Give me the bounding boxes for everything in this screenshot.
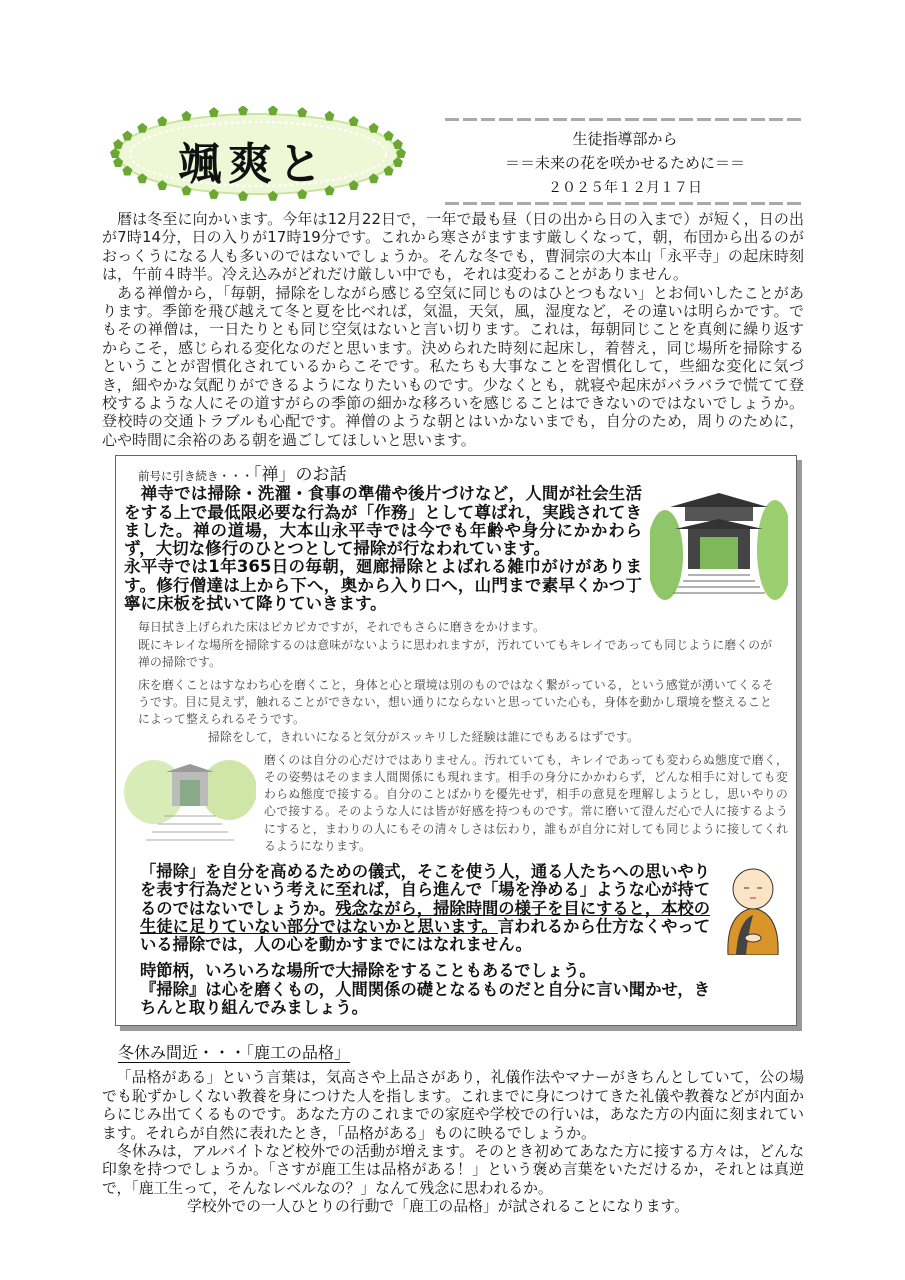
- box-title: [124, 460, 788, 485]
- header-department: 生徒指導部から: [572, 130, 678, 148]
- conclusion-paragraph: [140, 863, 710, 954]
- bold-paragraph: 禅寺では掃除・洗濯・食事の準備や後片づけなど，人間が社会生活をする上で最低限必要な行為が「作務」として尊ばれ，実践されてきました。禅の道場，大本山永平寺では今でも年齢や身分にかかわらず，大切な修行のひとつとして掃除が行なわれています。: [124, 484, 642, 559]
- vine-leaf-icon: [393, 139, 403, 149]
- zen-thin-text: [124, 613, 788, 745]
- hinkaku-paragraph: 「品格がある」という言葉は，気高さや上品さがあり，礼儀作法やマナーがきちんとしていて，公の場でも恥ずかしくない教養を身につけた人を指します。これまでに身につけてきた礼儀や教養などが内面からにじみ出てくるものです。あなた方のこれまでの家庭や学校での行いは，あなた方の内面に刻まれています。それらが自然に表れたとき，「品格がある」ものに映るでしょうか。: [102, 1069, 804, 1142]
- zen-side-row: [124, 752, 788, 855]
- section-title-hinkaku: 冬休み間近・・・「鹿工の品格」: [118, 1043, 351, 1063]
- hinkaku-paragraph: 冬休みは，アルバイトなど校外での活動が増えます。そのとき初めてあなた方に接する方々は，どんな印象を持つでしょうか。「さすが鹿工生は品格がある！」という褒め言葉をいただけるか，それとは真逆で，「鹿工生って，そんなレベルなの？」なんて残念に思われるか。: [102, 1143, 804, 1197]
- zen-conclusion: [124, 863, 710, 1017]
- header-subtitle: ＝＝未来の花を咲かせるために＝＝: [504, 154, 745, 172]
- thin-paragraph: 毎日拭き上げられた床はピカピカですが，それでもさらに磨きをかけます。 既にキレイな場所を掃除するのは意味がないように思われますが，汚れていてもキレイであっても同じように磨くのが禅の掃除です。: [138, 620, 773, 669]
- header-divider-bottom: [445, 202, 805, 205]
- thin-paragraph: 床を磨くことはすなわち心を磨くこと，身体と心と環境は別のものではなく繋がっている，という感覚が湧いてくるそうです。目に見えず，触れることができない，想い通りにならないと思っていた心も，身体を動かし環境を整えることによって整えられるそうです。: [138, 677, 774, 727]
- main-content: [102, 210, 804, 1217]
- zen-side-text: 磨くのは自分の心だけではありません。汚れていても，キレイであっても変わらぬ態度で磨く，その姿勢はそのまま人間関係にも現れます。相手の身分にかかわらず，どんな相手に対しても変わらぬ態度で接する。自分のことばかりを優先せず，相手の意見を理解しようとし，思いやりの心で接する。そのような人には皆が好感を持つものです。常に磨いて澄んだ心で人に接するようにすると，まわりの人にもその清々しさは伝わり，誰もが自分に対しても同じように接してくれるようになります。: [264, 752, 788, 853]
- conclusion-text: 言われるから仕方なくやっている掃除では，人の心を動かすまでにはなれません。: [140, 916, 710, 955]
- closing-paragraph: 時節柄，いろいろな場所で大掃除をすることもあるでしょう。 『掃除』は心を磨くもの，人間関係の礎となるものだと自分に言い聞かせ，きちんと取り組んでみましょう。: [140, 961, 710, 1018]
- thin-paragraph: 掃除をして，きれいになると気分がスッキリした経験は誰にでもあるはずです。: [208, 729, 639, 744]
- conclusion-underlined: 残念ながら，掃除時間の様子を目にすると，本校の生徒に足りていない部分ではないかと思います。: [140, 898, 710, 936]
- header-divider-top: [445, 118, 805, 121]
- zen-conclusion-row: [124, 863, 788, 1017]
- vine-leaf-icon: [369, 123, 379, 133]
- box-title-prefix: 前号に引き続き・・・: [138, 469, 253, 484]
- header-date: ２０２５年１２月１７日: [548, 180, 702, 196]
- vine-leaf-icon: [384, 131, 394, 141]
- vine-leaf-icon: [113, 139, 123, 149]
- box-title-main: 「禅」のお話: [253, 465, 347, 486]
- zen-bold-text: [124, 485, 642, 613]
- bold-paragraph: 永平寺では1年365日の毎朝，廻廊掃除とよばれる雑巾がけがあります。修行僧達は上から下へ，奥から入り口へ，山門まで素早くかつ丁寧に床板を拭いて降りていきます。: [124, 557, 642, 614]
- intro-text: [102, 210, 804, 449]
- intro-paragraph: ある禅僧から，「毎朝，掃除をしながら感じる空気に同じものはひとつもない」とお伺いしたことがあります。季節を飛び越えて冬と夏を比べれば，気温，天気，風，湿度など，その違いは明らかです。でもその禅僧は，一日たりとも同じ空気はないと言い切ります。これは，毎朝同じことを真剣に繰り返すからこそ，感じられる変化なのだと思います。決められた時刻に起床し，着替え，同じ場所を掃除するということが習慣化されているからこそです。私たちも大事なことを習慣化して，些細な変化に気づき，細やかな気配りができるようになりたいものです。少なくとも，就寝や起床がバラバラで慌てて登校するような人にその道すがらの季節の細かな移ろいを感じることはできないのではないでしょうか。登校時の交通トラブルも心配です。禅僧のような朝とはいかないまでも，自分のため，周りのために，心や時間に余裕のある朝を過ごしてほしいと思います。: [102, 283, 804, 449]
- conclusion-text: 「掃除」を自分を高めるための儀式，そこを使う人，通る人たちへの思いやりを表す行為だという考えに至れば，自ら進んで「場を浄める」ような心が持てるのではないでしょうか。: [140, 862, 710, 918]
- zen-intro-row: [124, 485, 788, 613]
- temple-sketch-illustration: [124, 752, 256, 850]
- temple-gate-illustration: [650, 485, 788, 603]
- monk-illustration: [718, 863, 788, 955]
- logo-title: 颯爽と: [178, 139, 328, 190]
- intro-paragraph: 暦は冬至に向かいます。今年は12月22日で，一年で最も昼（日の出から日の入まで）が短く，日の出が7時14分，日の入りが17時19分です。これから寒さがますます厳しくなって，朝，布団から出るのがおっくうになる人も多いのではないでしょうか。そんな冬でも，曹洞宗の大本山「永平寺」の起床時刻は，午前４時半。冷え込みがどれだけ厳しい中でも，それは変わることがありません。: [102, 210, 804, 284]
- vine-leaf-icon: [297, 107, 307, 117]
- hinkaku-closing: 学校外での一人ひとりの行動で「鹿工の品格」が試されることになります。: [187, 1198, 689, 1216]
- hinkaku-text: [102, 1069, 804, 1216]
- zen-story-box: [115, 455, 797, 1026]
